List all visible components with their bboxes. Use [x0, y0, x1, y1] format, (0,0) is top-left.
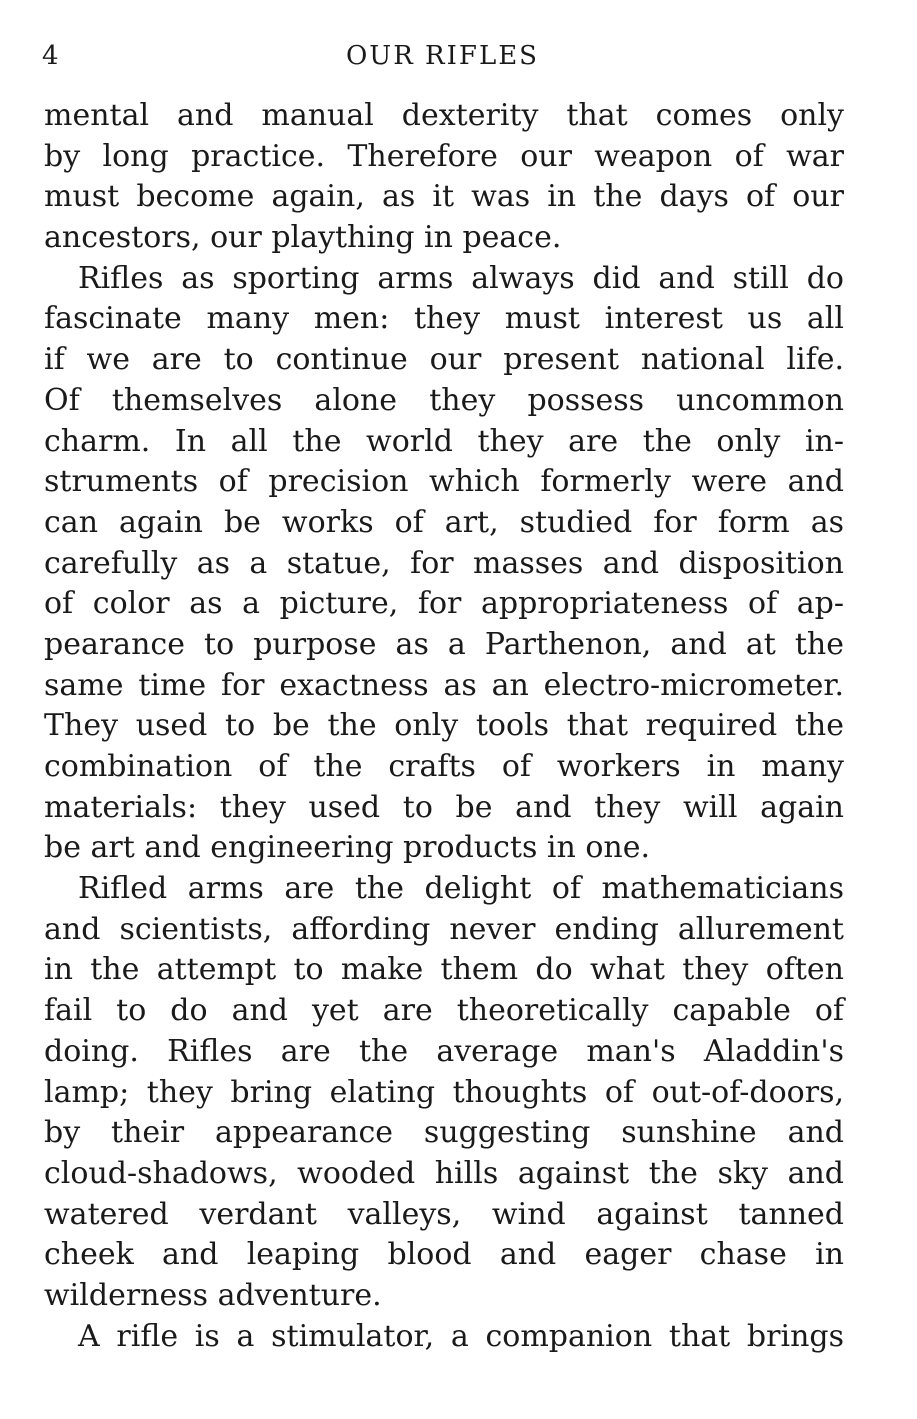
text-line: ancestors, our plaything in peace.: [44, 220, 562, 256]
text-line: fail to do and yet are theoretically capable of: [44, 993, 844, 1029]
text-line: combination of the crafts of workers in many: [44, 749, 844, 784]
text-line: They used to be the only tools that required the: [44, 708, 844, 744]
text-line: struments of precision which formerly were and: [44, 464, 844, 500]
text-line: by their appearance suggesting sunshine and: [44, 1115, 844, 1151]
text-line: lamp; they bring elating thoughts of out-of-doors,: [44, 1074, 844, 1110]
text-line: fascinate many men: they must interest us all: [44, 301, 844, 337]
text-line: same time for exactness as an electro-micrometer.: [44, 667, 844, 703]
text-line: Rifled arms are the delight of mathematicians: [78, 871, 844, 907]
running-head: OUR RIFLES: [345, 41, 539, 71]
paragraph-2: [44, 259, 844, 869]
text-line: can again be works of art, studied for form as: [44, 504, 844, 540]
text-line: A rifle is a stimulator, a companion that brings: [78, 1318, 844, 1354]
text-line: doing. Rifles are the average man's Aladdin's: [44, 1033, 844, 1069]
text-line: in the attempt to make them do what they often: [44, 952, 844, 988]
text-line: Rifles as sporting arms always did and still do: [78, 260, 844, 296]
text-line: cloud-shadows, wooded hills against the sky and: [44, 1155, 844, 1191]
page-number: 4: [42, 41, 59, 71]
text-line: wilderness adventure.: [44, 1277, 382, 1313]
text-line: Of themselves alone they possess uncommon: [44, 382, 844, 418]
text-line: mental and manual dexterity that comes only: [44, 98, 844, 133]
text-line: by long practice. Therefore our weapon of war: [44, 138, 844, 174]
text-line: must become again, as it was in the days of our: [44, 179, 844, 215]
text-line: carefully as a statue, for masses and disposition: [44, 545, 844, 581]
paragraph-4: [44, 1317, 844, 1358]
text-line: watered verdant valleys, wind against tanned: [44, 1196, 844, 1232]
text-line: materials: they used to be and they will again: [44, 789, 844, 825]
text-line: if we are to continue our present national life.: [44, 342, 844, 378]
paragraph-1: [44, 96, 844, 259]
body-text: [44, 96, 844, 1357]
text-line: pearance to purpose as a Parthenon, and at the: [44, 626, 844, 662]
text-line: cheek and leaping blood and eager chase in: [44, 1237, 844, 1273]
text-line: be art and engineering products in one.: [44, 830, 651, 866]
paragraph-3: [44, 869, 844, 1317]
text-line: of color as a picture, for appropriateness of ap-: [44, 586, 844, 622]
text-line: and scientists, affording never ending allurement: [44, 911, 844, 947]
text-line: charm. In all the world they are the only in-: [44, 423, 844, 459]
